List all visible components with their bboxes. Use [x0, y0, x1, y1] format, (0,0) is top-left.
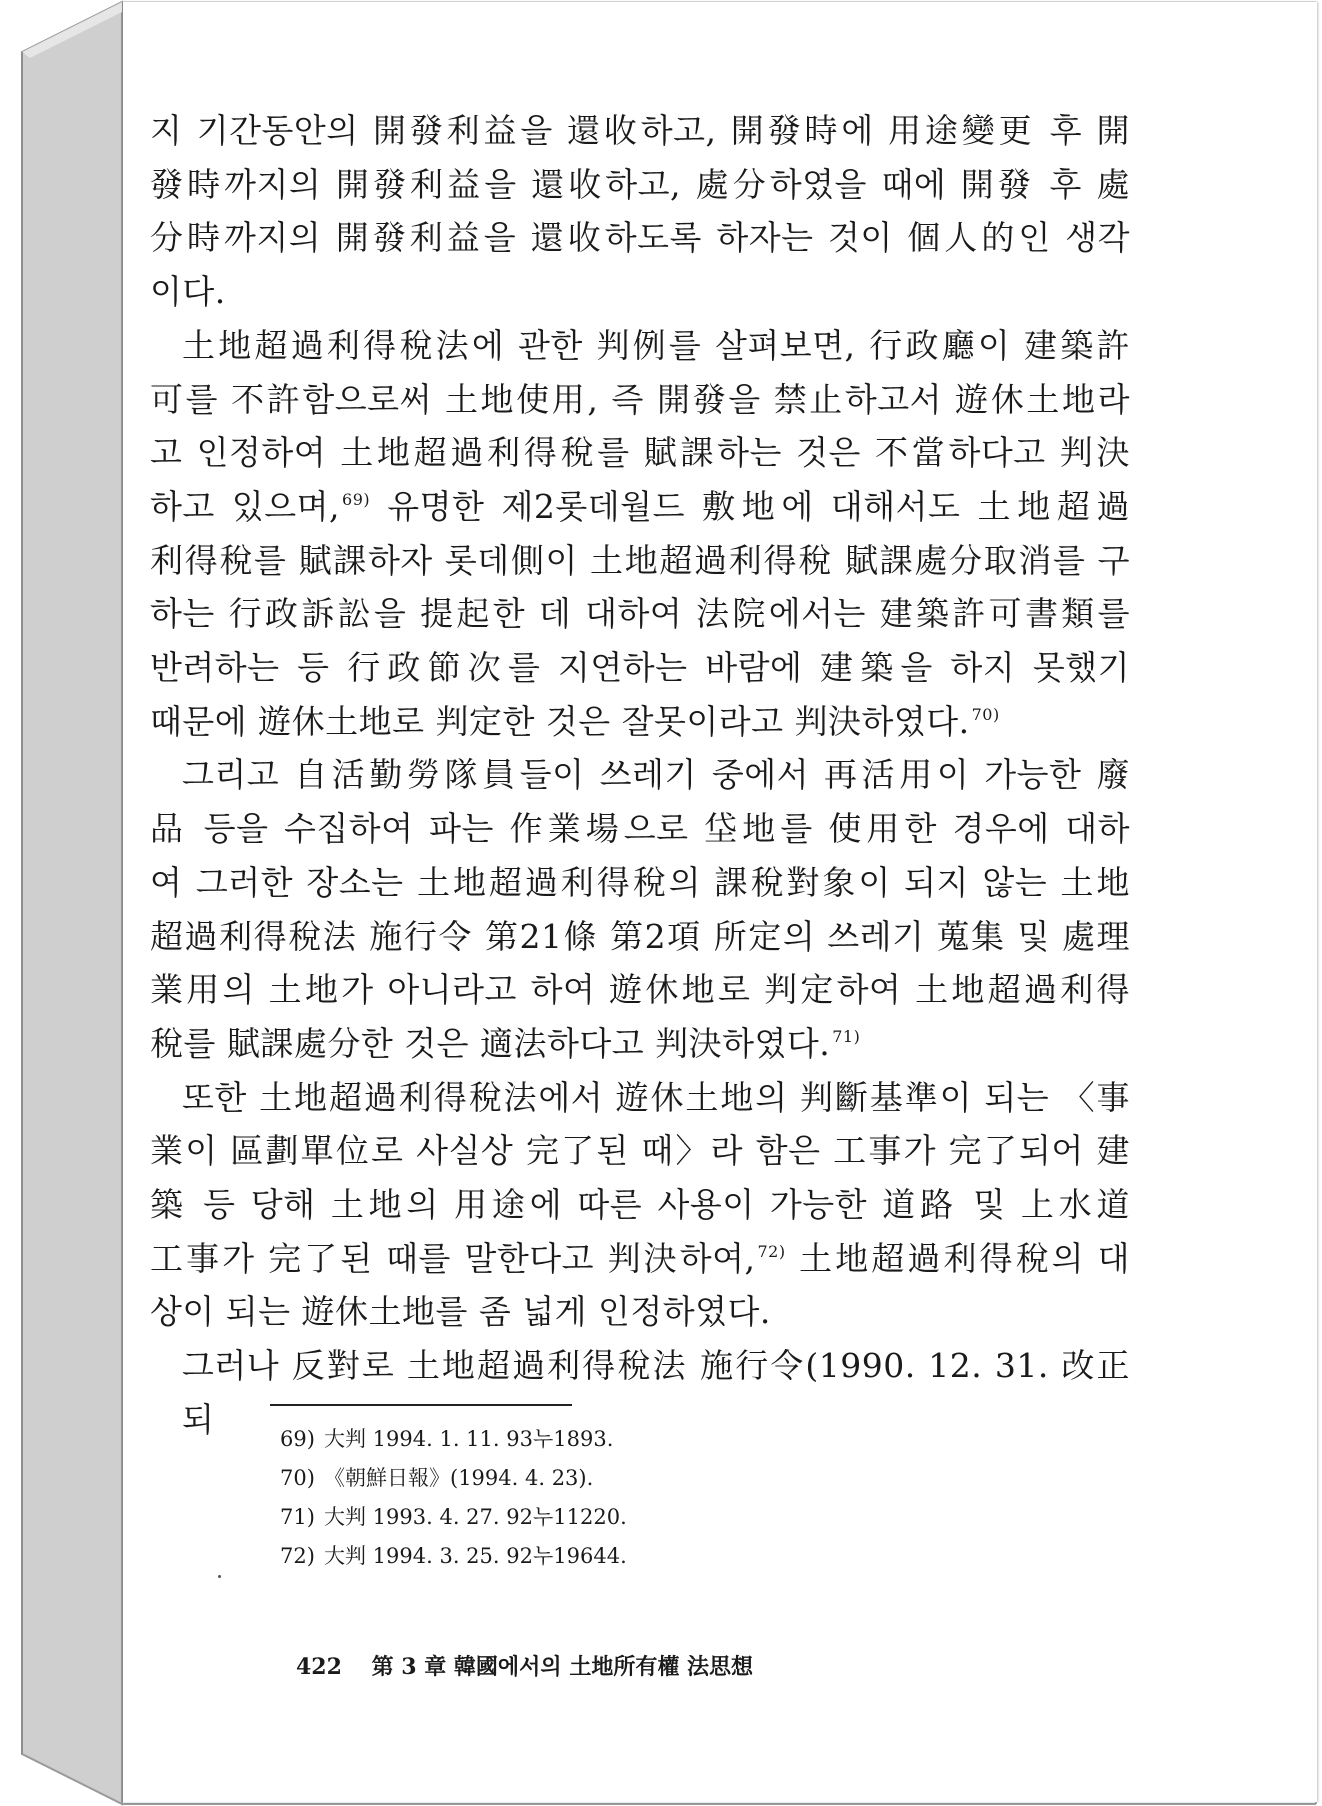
scan-speck [218, 1575, 221, 1578]
text-line: 또한 土地超過利得稅法에서 遊休土地의 判斷基準이 되는 〈事 [182, 1077, 1130, 1117]
footnote-ref: 70) [971, 704, 1000, 724]
text-line: 지 기간동안의 開發利益을 還收하고, 開發時에 用途變更 후 開 [150, 111, 1130, 150]
text-line: 반려하는 등 行政節次를 지연하는 바람에 建築을 하지 못했기 [150, 648, 1130, 688]
footnote-item [280, 1459, 1080, 1498]
footnote-text: 大判 1994. 1. 11. 93누1893. [324, 1427, 614, 1451]
footnotes [280, 1420, 1080, 1576]
paragraph [150, 319, 1130, 749]
paragraph [150, 1071, 1130, 1340]
footnote-text: 大判 1994. 3. 25. 92누19644. [324, 1544, 627, 1568]
footnote-item [280, 1537, 1080, 1576]
text-line: 하는 行政訴訟을 提起한 데 대하여 法院에서는 建築許可書類를 [150, 594, 1130, 634]
text-line: 여 그러한 장소는 土地超過利得稅의 課稅對象이 되지 않는 土地 [150, 862, 1130, 902]
footnote-item [280, 1420, 1080, 1459]
footnote-text: 《朝鮮日報》(1994. 4. 23). [324, 1466, 594, 1490]
footnote-number: 72) [280, 1544, 315, 1568]
footnote-number: 69) [280, 1427, 315, 1451]
footnote-number: 71) [280, 1505, 315, 1529]
chapter-label: 第 3 章 [371, 1654, 447, 1680]
paragraph [150, 748, 1130, 1070]
text-line: 하고 있으며, $^{69)}$ 유명한 제2롯데월드 敷地에 대해서도 土地超過 [150, 486, 1131, 526]
text-line: 業用의 土地가 아니라고 하여 遊休地로 判定하여 土地超過利得 [150, 970, 1130, 1010]
paragraph [150, 104, 1130, 319]
footnote-ref: 72) [757, 1241, 786, 1261]
footnote-ref: 69) [342, 489, 371, 509]
text-line: 分時까지의 開發利益을 還收하도록 하자는 것이 個人的인 생각 [150, 218, 1130, 258]
text-line: 土地超過利得稅法에 관한 判例를 살펴보면, 行政廳이 建築許 [182, 325, 1130, 365]
text-line: 業이 區劃單位로 사실상 完了된 때〉라 함은 工事가 完了되어 建 [150, 1131, 1130, 1171]
text-line: 築 등 당해 土地의 用途에 따른 사용이 가능한 道路 및 上水道 [150, 1185, 1130, 1225]
text-line: 可를 不許함으로써 土地使用, 즉 開發을 禁止하고서 遊休土地라 [150, 379, 1130, 419]
text-line: 그러나 反對로 土地超過利得稅法 施行令(1990. 12. 31. 改正되 [182, 1346, 1130, 1439]
footnote-item [280, 1498, 1080, 1537]
footnote-text: 大判 1993. 4. 27. 92누11220. [324, 1505, 627, 1529]
text-line: 고 인정하여 土地超過利得稅를 賦課하는 것은 不當하다고 判決 [150, 433, 1130, 473]
text-line: 發時까지의 開發利益을 還收하고, 處分하였을 때에 開發 후 處 [150, 164, 1130, 204]
body-text [150, 104, 1130, 1447]
text-line: 品 등을 수집하여 파는 作業場으로 垈地를 使用한 경우에 대하 [150, 809, 1130, 849]
text-line: 상이 되는 遊休土地를 좀 넓게 인정하였다. [150, 1292, 771, 1332]
text-line: 工事가 完了된 때를 말한다고 判決하여, $^{72)}$ 土地超過利得稅의 대 [150, 1238, 1130, 1278]
footnote-number: 70) [280, 1466, 315, 1490]
footnote-ref: 71) [832, 1026, 861, 1046]
text-line: 超過利得稅法 施行令 第21條 第2項 所定의 쓰레기 蒐集 및 處理 [150, 916, 1130, 956]
chapter-title: 韓國에서의 土地所有權 法思想 [453, 1654, 753, 1680]
page-number: 422 [296, 1654, 342, 1680]
text-line: 그리고 自活勤勞隊員들이 쓰레기 중에서 再活用이 가능한 廢 [182, 755, 1130, 795]
text-line: 稅를 賦課處分한 것은 適法하다고 判決하였다. $^{71)}$ [150, 1023, 861, 1063]
page-footer [296, 1650, 753, 1681]
text-line: 利得稅를 賦課하자 롯데側이 土地超過利得稅 賦課處分取消를 구 [150, 540, 1130, 580]
footnote-divider [270, 1404, 572, 1406]
text-line: 이다. [150, 272, 226, 312]
text-line: 때문에 遊休土地로 判定한 것은 잘못이라고 判決하였다. $^{70)}$ [150, 701, 1000, 741]
